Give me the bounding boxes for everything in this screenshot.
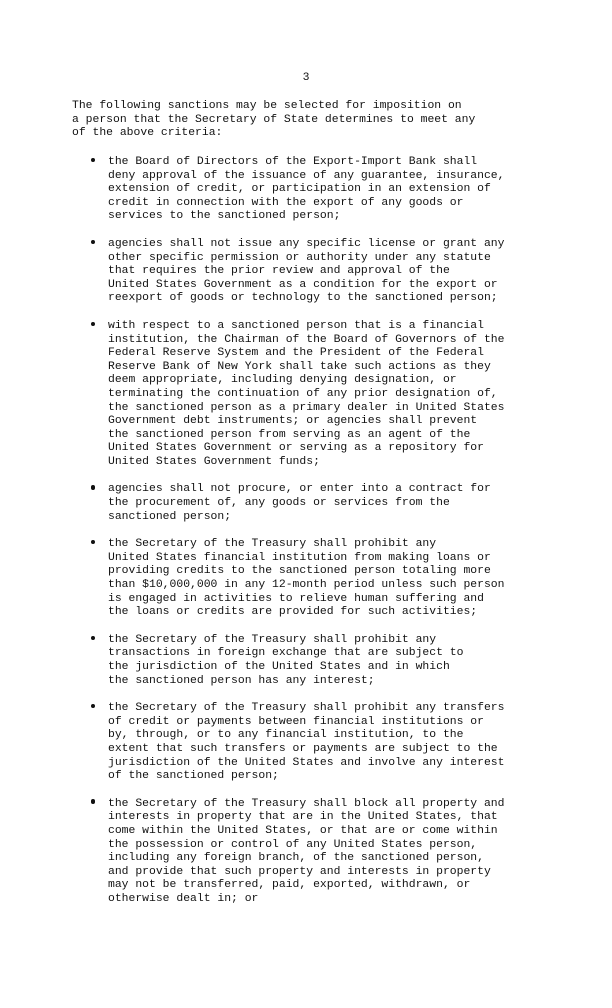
bullet-icon xyxy=(88,483,98,497)
sanction-item xyxy=(0,156,612,224)
sanction-item xyxy=(0,538,612,620)
sanction-text: agencies shall not issue any specific license or grant any other specific permission or authority under any statute that requires the prior review and approval of the United States Government as a condition for the export or reexport of goods or technology to the sanctioned person; xyxy=(108,237,505,305)
bullet-icon xyxy=(88,702,98,716)
sanction-text: with respect to a sanctioned person that is a financial institution, the Chairman of the Board of Governors of the Federal Reserve System and the President of the Federal Reserve Bank of New York shall take such actions as they deem appropriate, including denying designation, or terminating the continuation of any prior designation of, the sanctioned person as a primary dealer in United States Government debt instruments; or agencies shall prevent the sanctioned person from serving as an agent of the United States Government or serving as a repository for United States Government funds; xyxy=(108,319,505,468)
bullet-icon xyxy=(88,538,98,552)
sanction-text: the Secretary of the Treasury shall prohibit any United States financial institution from making loans or providing credits to the sanctioned person totaling more than $10,000,000 in any 12-month period unless such person is engaged in activities to relieve human suffering and the loans or credits are provided for such activities; xyxy=(108,538,505,619)
sanction-text: the Secretary of the Treasury shall block all property and interests in property that are in the United States, that come within the United States, or that are or come within the possession or control of any United States person, including any foreign branch, of the sanctioned person, and provide that such property and interests in property may not be transferred, paid, exported, withdrawn, or otherwise dealt in; or xyxy=(108,797,505,905)
sanction-item xyxy=(0,320,612,470)
sanction-item xyxy=(0,634,612,688)
sanction-text: the Board of Directors of the Export-Import Bank shall deny approval of the issuance of any guarantee, insurance, extension of credit, or participation in an extension of credit in connection with the export of any goods or services to the sanctioned person; xyxy=(108,156,505,223)
sanction-text: the Secretary of the Treasury shall prohibit any transactions in foreign exchange that are subject to the jurisdiction of the United States and in which the sanctioned person has any interest; xyxy=(108,633,464,687)
sanction-item xyxy=(0,798,612,907)
sanction-item xyxy=(0,483,612,524)
intro-paragraph: The following sanctions may be selected for imposition on a person that the Secretary of State determines to meet any of the above criteria: xyxy=(72,100,476,140)
sanction-text: agencies shall not procure, or enter into a contract for the procurement of, any goods or services from the sanctioned person; xyxy=(108,483,491,523)
bullet-icon xyxy=(88,798,98,812)
bullet-icon xyxy=(88,320,98,334)
bullet-icon xyxy=(88,156,98,170)
sanction-item xyxy=(0,702,612,784)
page-number: 3 xyxy=(302,72,310,84)
sanctions-list xyxy=(0,156,612,921)
bullet-icon xyxy=(88,238,98,252)
sanction-text: the Secretary of the Treasury shall prohibit any transfers of credit or payments between financial institutions or by, through, or to any financial institution, to the extent that such transfers or payments are subject to the jurisdiction of the United States and involve any interest of the sanctioned person; xyxy=(108,702,505,783)
bullet-icon xyxy=(88,634,98,648)
sanction-item xyxy=(0,238,612,306)
